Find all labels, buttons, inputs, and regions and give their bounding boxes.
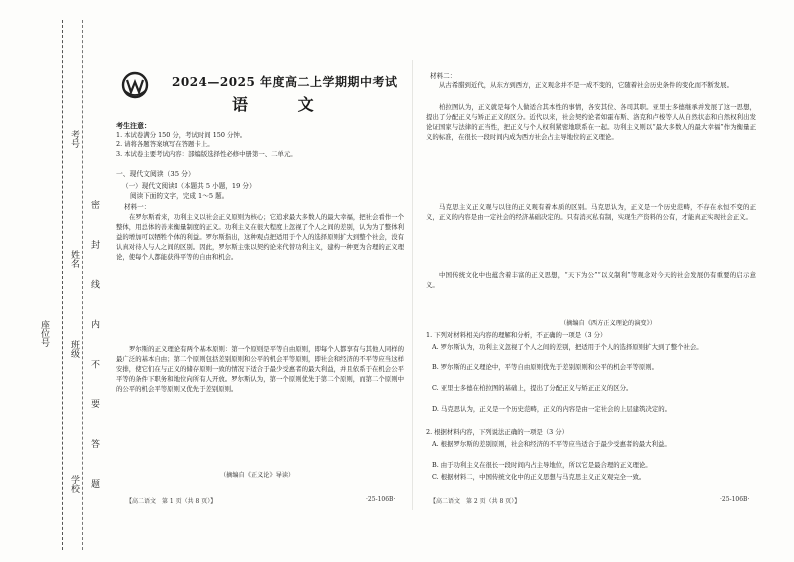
material1-label: 材料一：	[124, 203, 151, 211]
binding-margin	[8, 20, 99, 550]
question-1-stem: 1. 下列对材料相关内容的理解和分析，不正确的一项是（3 分）	[426, 331, 607, 339]
subsection-heading: （一）现代文阅读Ⅰ（本题共 5 小题，19 分）	[122, 182, 256, 190]
margin-field-xingming: 姓名	[69, 250, 79, 268]
margin-field-kaohao: 考号	[69, 130, 79, 148]
material2-paragraph: 柏拉图认为，正义就是每个人做适合其本性的事情，各安其位、各司其职。亚里士多德继承并发展了这一思想，提出了分配正义与矫正正义的区分。近代以来，社会契约论者如霍布斯、洛克和卢梭等人从自然状态和自然权利出发论证国家与法律的正当性，把正义与个人权利紧密地联系在一起。功利主义则以“最大多数人的最大幸福”作为衡量正义的标准，在很长一段时间内成为西方社会占主导地位的正义理论。	[426, 103, 756, 142]
notice-heading: 考生注意：	[116, 121, 151, 130]
question-2-option-a: A. 根据罗尔斯的差别原则，社会和经济的不平等应当适合于最少受惠者的最大利益。	[432, 440, 671, 448]
margin-field-xuexiao: 学校	[69, 475, 79, 493]
material2-paragraph: 从古希腊到近代，从东方到西方，正义观念并不是一成不变的，它随着社会历史条件的变化而不断发展。	[439, 81, 733, 89]
paper-code: ·25-106B·	[720, 496, 750, 503]
material2-label: 材料二：	[430, 72, 457, 80]
seal-line	[62, 20, 64, 550]
margin-field-banji: 班级	[69, 340, 79, 358]
school-logo-icon	[120, 70, 150, 100]
page-footer: 【高二语文 第 1 页（共 8 页）】	[126, 498, 217, 505]
question-2-stem: 2. 根据材料内容，下列说法正确的一项是（3 分）	[426, 428, 569, 436]
notice-item: 1. 本试卷满分 150 分，考试时间 150 分钟。	[116, 131, 247, 139]
material1-source: （摘编自《正义论》导读）	[220, 472, 295, 479]
question-2-option-b: B. 由于功利主义在很长一段时间内占主导地位，所以它是最合理的正义理论。	[432, 461, 652, 469]
exam-title: 2024—2025 年度高二上学期期中考试	[172, 75, 398, 89]
question-1-option-c: C. 亚里士多德在柏拉图的基础上，提出了分配正义与矫正正义的区分。	[432, 384, 633, 392]
question-1-option-d: D. 马克思认为，正义是一个历史范畴，正义的内容是由一定社会的上层建筑决定的。	[432, 405, 672, 413]
page-footer: 【高二语文 第 2 页（共 8 页）】	[430, 498, 521, 505]
margin-field-zuoweihao: 座位号	[39, 320, 49, 347]
paper-code: ·25-106B·	[366, 496, 396, 503]
subject-title: 语 文	[232, 95, 336, 114]
section-heading: 一、现代文阅读（35 分）	[116, 170, 195, 178]
material1-paragraph: 罗尔斯的正义理论有两个基本原则：第一个原则是平等自由原则，即每个人都享有与其他人同样的最广泛的基本自由；第二个原则包括差别原则和公平的机会平等原则，即社会和经济的不平等应当这样安排，使它们在与正义的储存原则一致的情况下适合于最少受惠者的最大利益，并且依系于在机会公平平等的条件下职务和地位向所有人开放。罗尔斯认为，第一个原则优先于第二个原则，而第二个原则中的公平的机会平等原则又优先于差别原则。	[116, 345, 404, 394]
notice-list	[116, 131, 406, 159]
seal-notice: 密 封 线 内 不 要 答 题	[89, 200, 99, 503]
notice-item: 3. 本试卷主要考试内容：部编版选择性必修中册第一、二单元。	[116, 149, 297, 158]
subsection-instruction: 阅读下面的文字，完成 1～5 题。	[130, 192, 229, 200]
question-1-option-a: A. 罗尔斯认为，功利主义忽视了个人之间的差别，把适用于个人的选择原则扩大到了整个社会。	[432, 343, 703, 351]
question-2-option-c: C. 根据材料二，中国传统文化中的正义思想与马克思主义正义观完全一致。	[432, 473, 646, 481]
question-1-option-b: B. 罗尔斯的正义理论中，平等自由原则优先于差别原则和公平的机会平等原则。	[432, 363, 659, 371]
material2-source: （摘编自《西方正义理论的演变》）	[560, 320, 656, 327]
material2-paragraph: 中国传统文化中也蕴含着丰富的正义思想，“天下为公”“以义制利”等观念对今天的社会发展仍有重要的启示意义。	[426, 271, 756, 290]
notice-item: 2. 请将各题答案填写在答题卡上。	[116, 140, 214, 149]
material2-paragraph: 马克思主义正义观与以往的正义观有着本质的区别。马克思认为，正义是一个历史范畴，不存在永恒不变的正义，正义的内容是由一定社会的经济基础决定的。只有消灭私有制，实现生产资料的公有，才能真正实现社会正义。	[426, 203, 756, 222]
seal-line-inner	[82, 20, 84, 550]
page-fold	[412, 60, 413, 510]
material1-paragraph: 在罗尔斯看来，功利主义以社会正义原则为核心；它追求最大多数人的最大幸福，把社会看作一个整体，用总体的善来衡量制度的正义。功利主义在很大程度上忽视了个人之间的差别，认为为了整体利益的增加可以牺牲个体的利益。罗尔斯指出，这种观点把适用于个人的选择原则扩大到整个社会，没有认真对待人与人之间的区别。因此，罗尔斯主张以契约论来代替功利主义，建构一种更为合理的正义理论，使每个人都能获得平等的自由和机会。	[116, 213, 404, 262]
